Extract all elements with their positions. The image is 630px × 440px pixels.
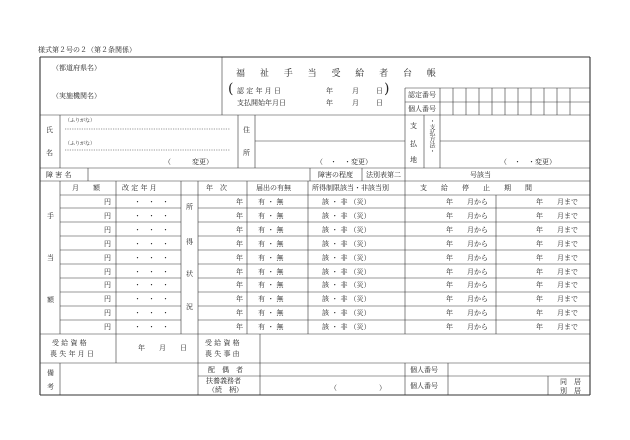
stop-from: 年 月から (446, 267, 488, 276)
income-side-2: 得 (186, 238, 193, 246)
cert-date-label: 認 定 年 月 日 (237, 87, 281, 95)
income-side-3: 状 (186, 270, 193, 278)
stop-until: 年 月まで (536, 295, 578, 304)
report-have-none: 有 ・ 無 (258, 281, 284, 290)
remarks-char-2: 考 (47, 383, 54, 391)
payment-char-3: 地 (410, 156, 417, 164)
yen-unit: 円 (104, 198, 111, 206)
disability-degree-label: 障害の程度 (318, 171, 353, 179)
income-year-unit: 年 (236, 309, 243, 318)
col-revision-header: 改 定 年 月 (122, 184, 157, 192)
col-limit-header: 所得制限該当・非該当別 (312, 184, 389, 192)
report-have-none: 有 ・ 無 (258, 323, 284, 332)
revision-date-dots: ・ ・ ・ (134, 323, 169, 332)
supporter-personal-number-label: 個人番号 (410, 382, 438, 390)
supporter-paren: （ ） (330, 384, 386, 392)
income-year-unit: 年 (236, 198, 243, 206)
income-side-4: 況 (186, 303, 193, 311)
stop-from: 年 月から (446, 253, 488, 262)
stop-until: 年 月まで (536, 211, 578, 220)
stop-from: 年 月から (446, 211, 488, 220)
report-have-none: 有 ・ 無 (258, 225, 284, 234)
revision-date-dots: ・ ・ ・ (134, 211, 169, 220)
income-year-unit: 年 (236, 267, 243, 276)
stop-until: 年 月まで (536, 239, 578, 248)
loss-date-label-2: 喪 失 年 月 日 (50, 350, 94, 358)
stop-from: 年 月から (446, 309, 488, 318)
start-month-unit: 月 (352, 99, 359, 107)
law-table-label: 法別表第二 (366, 171, 401, 179)
limit-applicable: 該 ・ 非 （災） (322, 281, 371, 290)
furigana-label-1: （ふりがな） (65, 118, 96, 124)
stop-until: 年 月まで (536, 253, 578, 262)
cert-year-unit: 年 (326, 87, 333, 95)
yen-unit: 円 (104, 267, 111, 276)
income-year-unit: 年 (236, 253, 243, 262)
allowance-side-1: 手 (47, 212, 54, 220)
address-changed-label: （ ・ ・変更） (316, 158, 372, 166)
payment-char-2: 払 (410, 140, 417, 148)
name-changed-label: （ 変更） (164, 158, 213, 166)
limit-applicable: 該 ・ 非 （災） (322, 253, 371, 262)
revision-date-dots: ・ ・ ・ (134, 239, 169, 248)
limit-applicable: 該 ・ 非 （災） (322, 239, 371, 248)
yen-unit: 円 (104, 281, 111, 290)
institution-label: （実施機関名） (52, 92, 101, 100)
supporter-label-2: （続 柄） (208, 386, 243, 394)
form-number: 様式第２号の２（第２条関係） (38, 46, 136, 54)
allowance-side-2: 当 (47, 254, 54, 262)
stop-from: 年 月から (446, 198, 488, 206)
address-char-2: 所 (243, 149, 250, 157)
report-have-none: 有 ・ 無 (258, 211, 284, 220)
income-year-unit: 年 (236, 295, 243, 304)
name-char-2: 名 (46, 149, 53, 157)
living-apart-label: 別 居 (560, 387, 581, 395)
bracket-right-icon: ) (384, 81, 390, 97)
start-day-unit: 日 (376, 99, 383, 107)
report-have-none: 有 ・ 無 (258, 309, 284, 318)
name-char-1: 氏 (46, 126, 53, 134)
stop-until: 年 月まで (536, 267, 578, 276)
ledger-title: 福 祉 手 当 受 給 者 台 帳 (236, 69, 442, 79)
stop-from: 年 月から (446, 323, 488, 332)
report-have-none: 有 ・ 無 (258, 239, 284, 248)
loss-date-value: 年 月 日 (138, 344, 187, 352)
stop-until: 年 月まで (536, 225, 578, 234)
col-amount-header: 月 額 (72, 184, 100, 192)
spouse-personal-number-label: 個人番号 (410, 366, 438, 374)
revision-date-dots: ・ ・ ・ (134, 225, 169, 234)
cert-day-unit: 日 (376, 87, 383, 95)
cert-month-unit: 月 (352, 87, 359, 95)
loss-date-label-1: 受 給 資 格 (52, 339, 87, 347)
income-year-unit: 年 (236, 281, 243, 290)
revision-date-dots: ・ ・ ・ (134, 309, 169, 318)
remarks-char-1: 備 (47, 369, 54, 377)
income-year-unit: 年 (236, 225, 243, 234)
payment-method-label: ・支払方法・ (428, 118, 435, 154)
limit-applicable: 該 ・ 非 （災） (322, 323, 371, 332)
loss-reason-label-1: 受 給 資 格 (205, 339, 240, 347)
stop-from: 年 月から (446, 281, 488, 290)
yen-unit: 円 (104, 211, 111, 220)
spouse-label: 配 偶 者 (208, 366, 243, 374)
address-char-1: 住 (243, 126, 250, 134)
stop-until: 年 月まで (536, 198, 578, 206)
yen-unit: 円 (104, 253, 111, 262)
income-year-unit: 年 (236, 211, 243, 220)
living-together-label: 同 居 (560, 378, 581, 386)
payment-changed-label: （ ・ ・変更） (500, 158, 556, 166)
payment-start-label: 支払開始年月日 (237, 99, 286, 107)
bracket-left-icon: ( (228, 81, 234, 97)
report-have-none: 有 ・ 無 (258, 267, 284, 276)
revision-date-dots: ・ ・ ・ (134, 267, 169, 276)
revision-date-dots: ・ ・ ・ (134, 253, 169, 262)
yen-unit: 円 (104, 225, 111, 234)
stop-until: 年 月まで (536, 281, 578, 290)
income-year-unit: 年 (236, 239, 243, 248)
revision-date-dots: ・ ・ ・ (134, 295, 169, 304)
personal-number-label: 個人番号 (408, 105, 436, 113)
stop-from: 年 月から (446, 239, 488, 248)
limit-applicable: 該 ・ 非 （災） (322, 295, 371, 304)
yen-unit: 円 (104, 309, 111, 318)
report-have-none: 有 ・ 無 (258, 253, 284, 262)
stop-from: 年 月から (446, 295, 488, 304)
report-have-none: 有 ・ 無 (258, 198, 284, 206)
furigana-label-2: （ふりがな） (65, 141, 96, 147)
limit-applicable: 該 ・ 非 （災） (322, 225, 371, 234)
supporter-label-1: 扶養義務者 (206, 377, 241, 385)
stop-until: 年 月まで (536, 309, 578, 318)
disability-name-label: 障 害 名 (46, 171, 72, 179)
yen-unit: 円 (104, 239, 111, 248)
limit-applicable: 該 ・ 非 （災） (322, 267, 371, 276)
loss-reason-label-2: 喪 失 事 由 (205, 350, 240, 358)
col-report-header: 届出の有無 (256, 184, 291, 192)
stop-until: 年 月まで (536, 323, 578, 332)
stop-from: 年 月から (446, 225, 488, 234)
revision-date-dots: ・ ・ ・ (134, 281, 169, 290)
income-year-unit: 年 (236, 323, 243, 332)
revision-date-dots: ・ ・ ・ (134, 198, 169, 206)
col-stop-header: 支 給 停 止 期 間 (420, 184, 532, 192)
limit-applicable: 該 ・ 非 （災） (322, 211, 371, 220)
yen-unit: 円 (104, 295, 111, 304)
allowance-side-3: 額 (47, 296, 54, 304)
start-year-unit: 年 (326, 99, 333, 107)
yen-unit: 円 (104, 323, 111, 332)
col-year-header: 年 次 (206, 184, 227, 192)
prefecture-label: （都道府県名） (52, 64, 101, 72)
limit-applicable: 該 ・ 非 （災） (322, 198, 371, 206)
cert-number-label: 認定番号 (408, 91, 436, 99)
payment-char-1: 支 (410, 122, 417, 130)
limit-applicable: 該 ・ 非 （災） (322, 309, 371, 318)
report-have-none: 有 ・ 無 (258, 295, 284, 304)
law-item-label: 号該当 (470, 171, 491, 179)
income-side-1: 所 (186, 203, 193, 211)
